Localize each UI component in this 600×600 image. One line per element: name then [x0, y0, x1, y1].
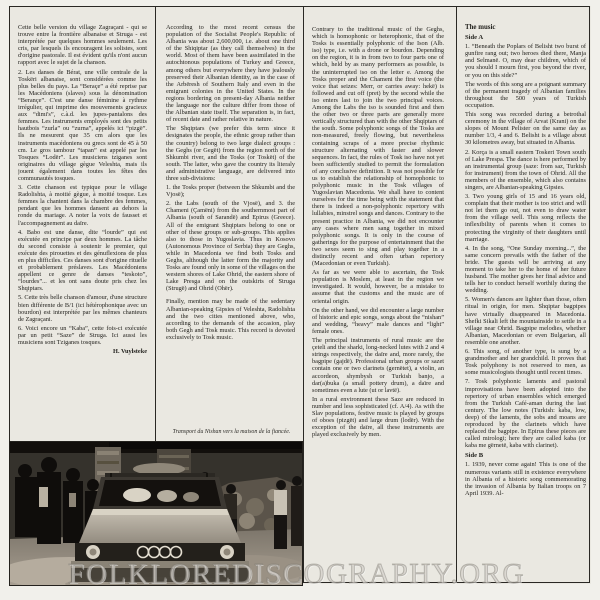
paragraph: As far as we were able to ascertain, the Tosk population is Moslem, at least in the region we investigated. It would, however, be a mistake to assume that the customs and the music are of oriental origin. [312, 269, 444, 305]
paragraph: According to the most recent census the population of the Socialist People's Republic of Albania was about 2,600,000, i.e. about one third of the Shiqiptar (as they call themselves) in the world. Most of them have been assimilated in the autochtonous populations of Turkey and Greece, among others but everywhere they have jealously preserved their Albanian identity, as in the case of the Arbëresh of Southern Italy and even in the emigrant colonies in the United States. In the regions bordering on present-day Albania neither the language nor the culture differ from those of the Albanian state itself. The separation is, in fact, of recent date and rather relative in nature. [166, 24, 295, 124]
paragraph: 6. Voici encore un “Kaba”, cette fois-ci exécutée par un petit “Saze” de Struga. Ici aussi les musiciens sont Tziganes tosques. [18, 324, 147, 347]
side-a-heading: Side A [465, 34, 484, 42]
scan-margin-bottom [0, 584, 600, 600]
paragraph: Finally, mention may be made of the sedentary Albanian-speaking Gipsies of Veleshta, Radolishta and the two cities mentioned above, who, according to the demands of the accasion, play both Gegh and Tosk music. This record is devoted exclusively to Tosk music. [166, 298, 295, 341]
column-music-essay [312, 26, 444, 574]
column-divider-1 [155, 6, 156, 443]
track-note: 6. This song, of another type, is sung by a grandmother and her grandchild. It proves that Tosk polyphony is not reserved to men, as some musicologists thought until recent times. [465, 348, 586, 377]
paragraph: 3. Cette chanson est typique pour le village Radolishta, à moitié gègue, à moitié tosque. Les femmes la chantent dans la chambre des femmes, pendant que les hommes dansent au dehors la ronde du mariage. A noter la voix de fausset et l'accompagnement au daïre. [18, 184, 147, 227]
paragraph: The Shqiptars (we prefer this term since it designates the people, the ethnic group rather than the country) belong to two large dialect groups : the Geghs (or Gegët) from the region north of the Shkumbi river, and the Tosks (or Toskët) of the south. The latter, who gave the country its literaly and administrative language, are delivered into three sub-divisions: [166, 125, 295, 182]
column-divider-2 [303, 6, 304, 583]
paragraph: 2. Les danses de Bérat, une ville centrale de la Toskëri albanaise, sont considérées comme les plus belles du pays. La “Beraçe” a été reprise par les Macédoniens (slaves) sous la dénomination “Berançe”. C'est une danse féminine à rythme irrégulier, qui imprime des mouvements gracieux aux “dimi's”, c.à.d. les jupes-pantalons des femmes. Les instruments employés sont des petits hautbois “zurla” ou “zurna”, appelés ici “pizgë”. Ils ne mesurent que 35 cm alors que les instruments macédoniens ou grecs sont de 45 à 50 cm. Le gros tambour “tapan” est appelé par les Tosques “Lodër”. Les musiciens tziganes sont originaires du village gègue Veleshta, mais ils jouent également dans toutes les fêtes des communautés tosques. [18, 68, 147, 182]
column-french-notes [18, 24, 147, 424]
track-note: 2. Korça is a small eastern Toskeri Town south of Lake Prespa. The dance is here performed by an instrumental group (saze: from saz, Turkish for instrument) from the town of Ohrid. All the members of the ensemble, which also contains singers, are Albanian-speaking Gipsies. [465, 148, 586, 191]
column-divider-3 [456, 6, 457, 583]
paragraph: 4. Babo est une danse, dite “lourde” qui est exécutée en principe par deux hommes. La tâche du second consiste à soutenir le premier, qui exécute des pirouettes et des génuflexions de plus en plus difficiles. Ces danses sont d'origine rituelle et probablement préslaves. Les Macédoniens appellent ce genre de danses “teskoto”, “lourdes”... et les ont sans doute pris chez les Shqiptars. [18, 228, 147, 293]
watermark-text: FOLKLOREDISCOGRAPHY.ORG [68, 558, 525, 590]
paragraph: Contrary to the traditional music of the Geghs, which is homophonic or heterophonic, that of the Tosks is essentially polyphonic of the Ison (Alb. iso) type, i.e. with a drone or bourdon. Depending on the region, it is in from two to four parts one of which, held by as many performers as possible, is the uninterrupted iso on the letter e. Among the Tosks proper and the Chameni the first voice (the voice that seizes: Merr, or carries away: hekë) is followed and cut off (pret) by the second while the iso enters last to join the two principal voices. Among the Labs the iso is sounded first and then the other two or three parts are generally more vertically structured than with the other Shqiptars of the south. Some polyphonic songs of the Tosks are non-measured, freely flowing, but nevertheless containing scraps of a more precise rhythmic structure alternating with faster and slower sequences. In fact, the rules of Tosk iso have not yet been sufficiently studied to permit the formulation of any conclusive definition. It was not possible for us to establish the relationship of homophonic to polyphonic music in the Tosk villages of Yugoslavian Macedonia. We shall have to content ourselves for the time being with the statement that there is indeed a non-polyphonic repertory with lullabies, minstrel songs and dances. Contrary to the present practice in Albania, we did not encounter any cases where men sang together in mixed polyphonic songs. It is only in the course of gatherings for the purpose of entertainment that the two sexes seem to sing and play together in a distinctly recent and often urban repertory (Macedonian or even Turkish). [312, 26, 444, 268]
scan-margin-right [591, 0, 600, 600]
side-b-heading: Side B [465, 452, 484, 460]
paragraph: The principal instruments of rural music are the çeteli and the sharki, long-necked lutes with 2 and 4 strings respectively, the daïre and, more rarely, the bagpipe (gajdë). Professional urban groups or sazet contain one or two clarinets (gernëtet), a violin, an accordeon, shymbysh or Turkish banjo, a dar(a)buka (a small pottery drum), a daïre and sometimes even a lute (ut or lavtë). [312, 337, 444, 394]
track-note: 4. In the song, “One Sunday morning...”, the same concern prevails with the father of the bride. The guests will be arriving at any moment to take her to the home of her future husband. The mother gives her final advice and tells her to conduct herself worthily during the wedding. [465, 244, 586, 295]
column-track-notes [465, 24, 586, 572]
track-note: 1. “Beneath the Poplars of Belisht two burst of gunfire rang out; two heroes died there, Manja and Selmanë. O, may dear children, which of you should I mourn first, you beyond the river, or you on this side?” [465, 43, 586, 79]
section-heading: The music [465, 24, 496, 31]
track-note: 3. Two young girls of 15 and 16 years old, complain that their mother is too strict and will not let them go out, not even to draw water from the village well. This song reflects the inflexibility of parents when it comes to protecting the virginity of their daughters until marriage. [465, 193, 586, 243]
paragraph: On the other hand, we did encounter a large number of historic and epic songs, songs about the “nishan” and wedding, “heavy” male dances and “light” female ones. [312, 306, 444, 335]
track-note: 7. Tosk polyphonic laments and pastoral improvisations have been adopted into the repertory of urban ensembles which emerged from the Turkish Café-aman during the last century. The low notes (Turkish: kaba, low, deep) of the laments, the sobs and moans are reproduced by the clarinets which have replaced the bagpipe. In Epirus these pieces are called mirologi; here they are called kaba (or kaba me gërnetë, kaba with clarinet). [465, 378, 586, 450]
wedding-transport-photo [9, 441, 303, 586]
track-note: The words of this song are a poignant summary of the permanent tragedy of Albanian families throughout the 500 years of Turkish occupation. [465, 80, 586, 109]
paragraph: 2. the Labs (south of the Vjosë), and 3. the Chameni (Çamëni) from the southernmost part of Albania (south of Sarandë) and Epirus (Greece). All of the emigrant Shqiptars belong to one or other of these groups or sub-groups. This applies also to those in Yugoslavia. Thus in Kosovo (Autonomous Province of Serbia) they are Geghs, while in Macedonia we find both Tosks and Geghs, although the latter form the majority and Tosks are found only in some of the villages on the western shores of Lake Ohrid, the eastern shore of Lake Presga and on the outskirts of Struga (Strugë) and Ohrid (Ohër). [166, 200, 295, 293]
track-note: 1. 1939, never come again! This is one of the numerous variants still in existence everywhere in Albania of a historic song commemorating the invasion of Albania by Italian troops on 7 April 1939. Al- [465, 461, 586, 497]
track-note: 5. Women's dances are lighter than those, often ritual in origin, for men. Shqiptar bagpipes have virtually disappeared in Macedonia. Shefki Sikali left the mountainside to settle in a village near Ohrid. Bagpipe melodies, whether Albanian, Macedonian or even Bulgarian, all resemble one another. [465, 296, 586, 346]
author-signature: H. Vuylsteke [113, 348, 147, 356]
photo-illustration [9, 441, 303, 586]
photo-caption: Transport du Nishan vers la maison de la fiancée. [172, 429, 291, 435]
paragraph: 5. Cette très belle chanson d'amour, d'une structure bien différente de B/1 (ici hétérophonique avec un bourdon) est interprétée par les mêmes chanteurs de Zagraçani. [18, 294, 147, 323]
column-introduction [166, 24, 295, 426]
track-note: This song was recorded during a betrothal ceremony in the village of Arvat (Krani) on the slopes of Mount Pelister on the same day as number 1/3, 4 and 6. Belisht is a village about 30 kilometres away, but situated in Albania. [465, 111, 586, 147]
paragraph: In a rural environment these Saze are reduced in number and less sophisticated (cf. A/4). As with the Slav populations, festive music is played by groups of oboes (pizgët) and large drum (lodër). With the exception of the daïre, all these instruments are played exclusively by men. [312, 395, 444, 439]
paragraph: 1. the Tosks proper (between the Shkumbi and the Vjosë); [166, 184, 295, 199]
scan-margin-left [0, 0, 9, 600]
paragraph: Cette belle version du village Zagraçani - qui se trouve entre la frontière albanaise et Struga - est interprétée par quelques hommes seulement. Les cris, par lesquels ils encouragent les solistes, sont d'origine pastorale. Il est évident qu'ils n'ont aucun rapport avec le sujet de la chanson. [18, 24, 147, 67]
